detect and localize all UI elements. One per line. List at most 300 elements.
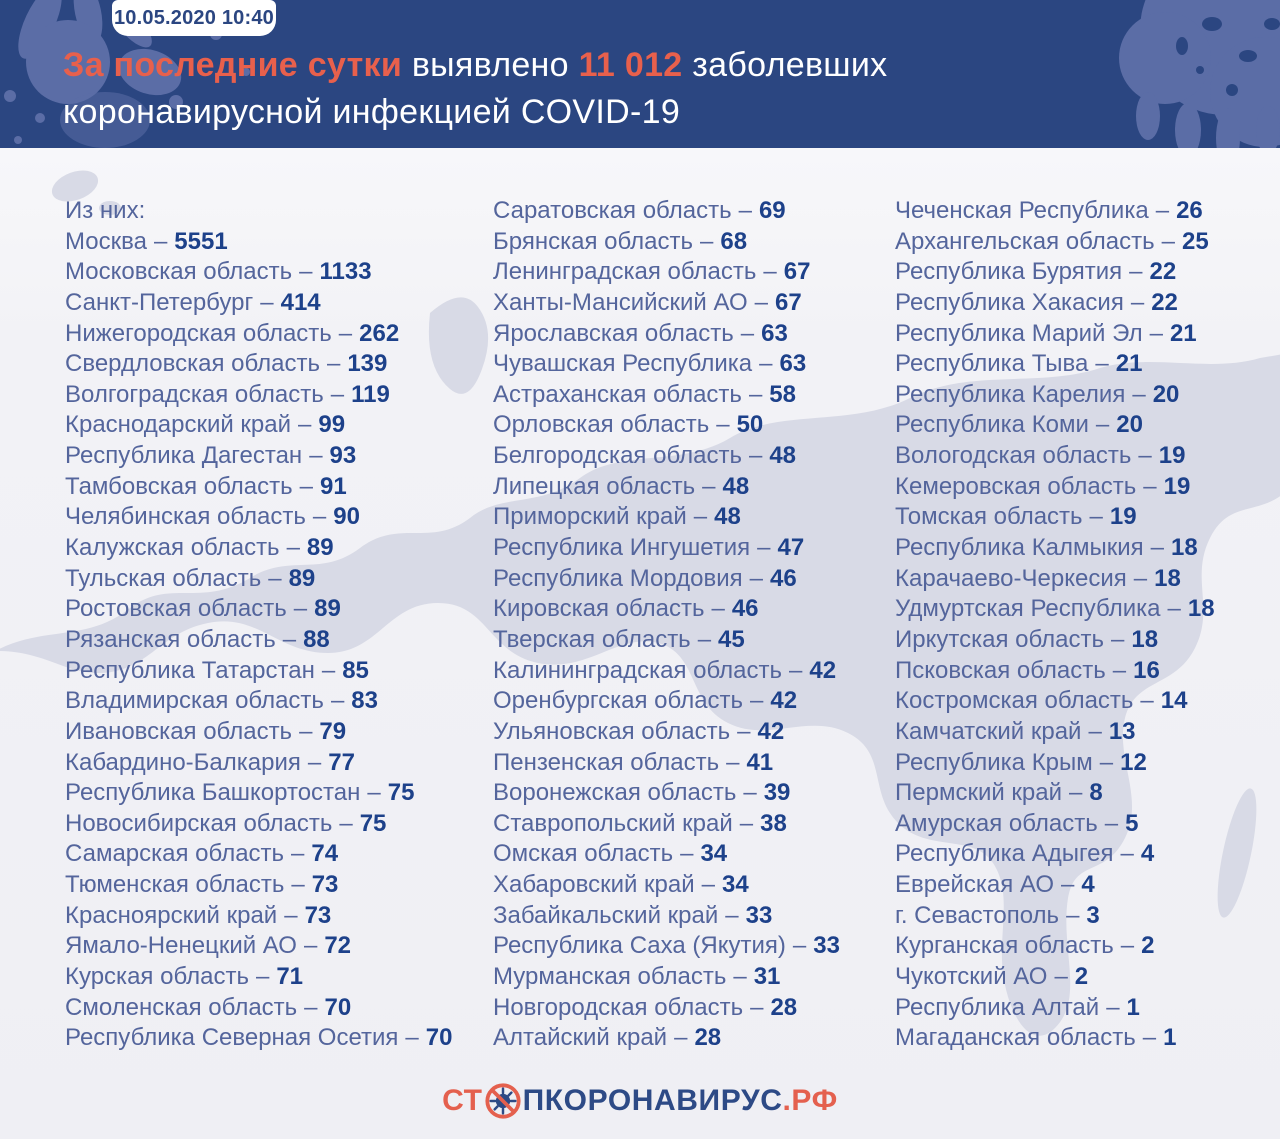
dash-separator: – (697, 625, 712, 653)
region-value: 47 (777, 534, 805, 562)
region-row (493, 227, 840, 258)
region-row (493, 778, 840, 809)
region-value: 68 (720, 227, 748, 255)
region-row (895, 748, 1215, 779)
region-row (895, 257, 1215, 288)
region-name: Нижегородская область (65, 319, 332, 347)
dash-separator: – (299, 472, 313, 500)
region-value: 22 (1149, 258, 1177, 286)
region-value: 4 (1140, 840, 1155, 868)
dash-separator: – (1142, 1024, 1157, 1052)
region-value: 21 (1169, 319, 1197, 347)
region-name: Приморский край (493, 503, 687, 531)
region-name: Ивановская область (65, 717, 293, 745)
region-name: Московская область (65, 258, 293, 286)
region-row (493, 748, 840, 779)
dash-separator: – (1054, 963, 1068, 991)
region-row (493, 319, 840, 350)
region-name: Псковская область (895, 656, 1106, 684)
region-row (493, 502, 840, 533)
region-value: 42 (770, 687, 798, 715)
dash-separator: – (748, 380, 763, 408)
region-row (895, 993, 1215, 1024)
region-value: 67 (775, 288, 802, 316)
region-name: Республика Марий Эл (895, 319, 1143, 347)
dash-separator: – (1099, 748, 1114, 776)
region-value: 42 (809, 656, 837, 684)
region-value: 5551 (174, 227, 228, 255)
region-row (895, 380, 1215, 411)
region-name: Республика Карелия (895, 380, 1126, 408)
region-name: Волгоградская область (65, 380, 324, 408)
intro-row (65, 196, 452, 227)
dash-separator: – (733, 963, 747, 991)
dash-separator: – (255, 963, 270, 991)
region-name: Хабаровский край (493, 871, 695, 899)
region-row (493, 686, 840, 717)
dash-separator: – (282, 625, 297, 653)
region-row (65, 349, 452, 380)
region-name: Чувашская Республика (493, 350, 753, 378)
region-value: 70 (324, 993, 352, 1021)
dash-separator: – (701, 871, 716, 899)
region-value: 42 (757, 717, 785, 745)
region-value: 75 (359, 809, 387, 837)
headline-line2: коронавирусной инфекцией COVID-19 (63, 93, 681, 131)
dash-separator: – (1161, 227, 1175, 255)
region-name: Челябинская область (65, 503, 306, 531)
headline-line1 (63, 42, 887, 89)
dash-separator: – (1167, 595, 1181, 623)
region-row (65, 472, 452, 503)
region-value: 25 (1181, 227, 1209, 255)
region-name: Самарская область (65, 840, 285, 868)
region-value: 19 (1109, 503, 1137, 531)
region-name: Томская область (895, 503, 1083, 531)
region-name: Тульская область (65, 564, 262, 592)
intro-label: Из них: (65, 197, 146, 224)
dash-separator: – (716, 411, 730, 439)
region-value: 8 (1089, 779, 1103, 807)
region-value: 46 (769, 564, 797, 592)
region-name: Тверская область (493, 625, 691, 653)
region-value: 63 (779, 350, 807, 378)
region-row (895, 625, 1215, 656)
region-row (65, 656, 452, 687)
region-name: Республика Тыва (895, 350, 1089, 378)
stats-column-1 (65, 196, 452, 1054)
region-row (895, 288, 1215, 319)
dash-separator: – (1132, 380, 1146, 408)
region-row (493, 870, 840, 901)
region-value: 18 (1171, 534, 1198, 562)
region-value: 41 (746, 748, 774, 776)
dash-separator: – (680, 840, 694, 868)
region-value: 83 (351, 687, 378, 715)
dash-separator: – (405, 1024, 419, 1052)
region-name: Оренбургская область (493, 687, 744, 715)
dash-separator: – (299, 258, 313, 286)
region-name: Астраханская область (493, 380, 742, 408)
region-name: Кировская область (493, 595, 705, 623)
region-name: Кабардино-Балкария (65, 748, 301, 776)
dash-separator: – (1130, 288, 1145, 316)
dash-separator: – (284, 901, 298, 929)
dash-separator: – (759, 350, 773, 378)
region-row (65, 778, 452, 809)
region-name: Курганская область (895, 932, 1114, 960)
dash-separator: – (674, 1024, 688, 1052)
region-value: 139 (347, 350, 388, 378)
dash-separator: – (339, 809, 353, 837)
region-row (895, 502, 1215, 533)
region-row (895, 410, 1215, 441)
region-name: Чеченская Республика (895, 197, 1149, 224)
region-name: Республика Калмыкия (895, 534, 1144, 562)
dash-separator: – (1143, 472, 1157, 500)
region-list-1 (65, 227, 452, 1054)
region-name: Карачаево-Черкесия (895, 564, 1127, 592)
region-row (493, 564, 840, 595)
dash-separator: – (754, 288, 769, 316)
region-row (895, 656, 1215, 687)
region-value: 33 (813, 932, 840, 960)
dash-separator: – (286, 534, 300, 562)
region-name: Республика Хакасия (895, 288, 1124, 316)
region-value: 93 (329, 442, 357, 470)
region-row (493, 839, 840, 870)
dash-separator: – (750, 993, 764, 1021)
dash-separator: – (1150, 534, 1165, 562)
region-value: 75 (387, 779, 415, 807)
dash-separator: – (737, 717, 751, 745)
region-value: 90 (333, 503, 360, 531)
dash-separator: – (330, 380, 345, 408)
dash-separator: – (711, 595, 725, 623)
region-row (895, 686, 1215, 717)
dash-separator: – (1112, 656, 1127, 684)
region-name: Липецкая область (493, 472, 696, 500)
region-name: Республика Ингушетия (493, 534, 751, 562)
region-value: 28 (694, 1024, 722, 1052)
header (0, 0, 1280, 148)
region-name: Рязанская область (65, 625, 276, 653)
region-row (65, 993, 452, 1024)
dash-separator: – (1120, 932, 1135, 960)
region-name: Республика Дагестан (65, 442, 303, 470)
dash-separator: – (293, 595, 308, 623)
region-value: 28 (770, 993, 798, 1021)
region-name: Орловская область (493, 411, 710, 439)
region-name: Санкт-Петербург (65, 288, 254, 316)
region-value: 31 (753, 963, 781, 991)
region-value: 34 (722, 871, 749, 899)
region-name: Вологодская область (895, 442, 1132, 470)
region-row (493, 625, 840, 656)
region-row (65, 564, 452, 595)
region-value: 70 (425, 1024, 453, 1052)
dash-separator: – (740, 319, 755, 347)
region-name: Ямало-Ненецкий АО (65, 932, 297, 960)
region-name: Ленинградская область (493, 258, 757, 286)
region-value: 1133 (319, 258, 372, 286)
dash-separator: – (291, 840, 305, 868)
region-row (65, 257, 452, 288)
stats-column-3 (895, 196, 1215, 1054)
region-name: Архангельская область (895, 227, 1155, 255)
region-row (895, 870, 1215, 901)
region-name: Ростовская область (65, 595, 287, 623)
no-virus-icon (484, 1082, 522, 1120)
dash-separator: – (726, 748, 740, 776)
region-name: Магаданская область (895, 1024, 1136, 1052)
region-row (493, 594, 840, 625)
region-value: 48 (769, 442, 797, 470)
dash-separator: – (792, 932, 807, 960)
region-row (65, 441, 452, 472)
region-value: 16 (1133, 656, 1160, 684)
dash-separator: – (338, 319, 353, 347)
region-name: Саратовская область (493, 197, 732, 224)
region-row (493, 717, 840, 748)
region-name: Удмуртская Республика (895, 595, 1161, 623)
region-name: Ханты-Мансийский АО (493, 288, 748, 316)
region-value: 77 (328, 748, 355, 776)
region-value: 18 (1131, 625, 1159, 653)
region-name: Ставропольский край (493, 809, 733, 837)
region-row (895, 809, 1215, 840)
region-name: Республика Крым (895, 748, 1093, 776)
region-value: 73 (304, 901, 332, 929)
region-row (493, 288, 840, 319)
logo-prefix: СТ (442, 1084, 483, 1117)
dash-separator: – (725, 901, 739, 929)
region-row (493, 656, 840, 687)
region-value: 39 (763, 779, 791, 807)
region-value: 79 (319, 717, 347, 745)
region-row (493, 1023, 840, 1054)
region-row (895, 441, 1215, 472)
region-name: Иркутская область (895, 625, 1104, 653)
dash-separator: – (1111, 625, 1125, 653)
region-row (65, 748, 452, 779)
region-value: 67 (783, 258, 811, 286)
region-value: 46 (731, 595, 759, 623)
region-value: 414 (280, 288, 321, 316)
dash-separator: – (750, 687, 764, 715)
region-name: Республика Татарстан (65, 656, 315, 684)
region-row (895, 778, 1215, 809)
region-name: Краснодарский край (65, 411, 292, 439)
region-name: Еврейская АО (895, 871, 1055, 899)
region-value: 14 (1160, 687, 1188, 715)
region-value: 99 (318, 411, 346, 439)
region-name: Республика Северная Осетия (65, 1024, 399, 1052)
logo-suffix: .РФ (782, 1084, 838, 1117)
region-row (895, 839, 1215, 870)
region-name: Новгородская область (493, 993, 744, 1021)
region-value: 89 (314, 595, 341, 623)
region-value: 45 (718, 625, 745, 653)
region-name: Калужская область (65, 534, 280, 562)
region-value: 85 (342, 656, 369, 684)
dash-separator: – (312, 503, 327, 531)
region-value: 19 (1158, 442, 1186, 470)
region-name: Свердловская область (65, 350, 320, 378)
region-value: 63 (761, 319, 788, 347)
region-name: Республика Бурятия (895, 258, 1123, 286)
dash-separator: – (330, 687, 345, 715)
region-name: Воронежская область (493, 779, 737, 807)
dash-separator: – (743, 779, 757, 807)
dash-separator: – (304, 993, 318, 1021)
region-value: 2 (1141, 932, 1155, 960)
dash-separator: – (291, 871, 305, 899)
region-value: 21 (1115, 350, 1143, 378)
region-name: Костромская область (895, 687, 1134, 715)
region-value: 26 (1176, 197, 1203, 224)
region-value: 5 (1125, 809, 1139, 837)
region-value: 38 (760, 809, 787, 837)
dash-separator: – (1061, 871, 1075, 899)
dash-separator: – (1138, 442, 1152, 470)
dash-separator: – (738, 197, 752, 224)
region-row (65, 686, 452, 717)
region-row (895, 533, 1215, 564)
region-row (65, 625, 452, 656)
region-row (493, 901, 840, 932)
region-name: Калининградская область (493, 656, 783, 684)
dash-separator: – (1120, 840, 1134, 868)
headline-mid-text: выявлено (411, 46, 569, 84)
region-row (65, 839, 452, 870)
region-row (65, 962, 452, 993)
region-row (895, 472, 1215, 503)
dash-separator: – (260, 288, 274, 316)
region-value: 48 (722, 472, 750, 500)
region-row (493, 962, 840, 993)
region-row (65, 288, 452, 319)
headline (63, 42, 887, 136)
region-row (65, 227, 452, 258)
region-value: 119 (351, 380, 390, 408)
region-name: Брянская область (493, 227, 693, 255)
region-row (65, 533, 452, 564)
region-value: 4 (1081, 871, 1095, 899)
dash-separator: – (748, 442, 763, 470)
region-value: 18 (1154, 564, 1181, 592)
stopcoronavirus-logo (0, 1082, 1280, 1120)
region-list-2 (493, 196, 840, 1054)
dash-separator: – (699, 227, 714, 255)
region-name: Москва (65, 227, 147, 255)
region-value: 91 (320, 472, 347, 500)
region-row (895, 564, 1215, 595)
region-name: Красноярский край (65, 901, 278, 929)
region-value: 58 (769, 380, 796, 408)
dash-separator: – (702, 472, 716, 500)
headline-accent-period: За последние сутки (63, 46, 403, 84)
region-value: 33 (745, 901, 773, 929)
dash-separator: – (299, 717, 313, 745)
region-value: 2 (1074, 963, 1089, 991)
dash-separator: – (326, 350, 341, 378)
headline-tail-text: заболевших (692, 46, 888, 84)
dash-separator: – (1106, 993, 1120, 1021)
logo-main: ПКОРОНАВИРУС (522, 1084, 783, 1117)
region-row (895, 901, 1215, 932)
region-row (65, 594, 452, 625)
dash-separator: – (268, 564, 282, 592)
region-row (493, 380, 840, 411)
region-row (895, 931, 1215, 962)
dash-separator: – (1088, 717, 1102, 745)
region-row (65, 870, 452, 901)
region-value: 72 (324, 932, 352, 960)
region-value: 89 (306, 534, 334, 562)
region-row (493, 472, 840, 503)
region-value: 13 (1108, 717, 1136, 745)
region-row (493, 533, 840, 564)
region-value: 3 (1086, 901, 1100, 929)
region-row (493, 441, 840, 472)
region-value: 20 (1152, 380, 1180, 408)
region-name: Ярославская область (493, 319, 734, 347)
dash-separator: – (1095, 350, 1109, 378)
region-name: Республика Алтай (895, 993, 1100, 1021)
dash-separator: – (153, 227, 168, 255)
region-row (895, 594, 1215, 625)
region-row (65, 380, 452, 411)
region-value: 262 (359, 319, 400, 347)
region-row (895, 1023, 1215, 1054)
region-name: Республика Адыгея (895, 840, 1114, 868)
timestamp-badge (112, 0, 276, 36)
virus-splash-decoration-right (1070, 0, 1280, 148)
dash-separator: – (1066, 901, 1080, 929)
region-row (895, 196, 1215, 227)
region-row (493, 196, 840, 227)
region-name: г. Севастополь (895, 901, 1060, 929)
region-value: 19 (1163, 472, 1191, 500)
region-row (895, 349, 1215, 380)
region-value: 74 (311, 840, 339, 868)
region-row (65, 809, 452, 840)
dash-separator: – (307, 748, 322, 776)
region-value: 1 (1163, 1024, 1177, 1052)
region-name: Чукотский АО (895, 963, 1048, 991)
region-row (493, 931, 840, 962)
dash-separator: – (1129, 258, 1143, 286)
region-value: 18 (1187, 595, 1215, 623)
region-name: Республика Саха (Якутия) (493, 932, 786, 960)
region-name: Амурская область (895, 809, 1098, 837)
dash-separator: – (367, 779, 381, 807)
region-name: Забайкальский край (493, 901, 719, 929)
region-row (65, 717, 452, 748)
dash-separator: – (1095, 411, 1110, 439)
dash-separator: – (1155, 197, 1170, 224)
region-value: 22 (1151, 288, 1178, 316)
region-value: 50 (736, 411, 764, 439)
region-row (895, 227, 1215, 258)
region-row (65, 901, 452, 932)
region-value: 34 (700, 840, 728, 868)
region-name: Пермский край (895, 779, 1063, 807)
dash-separator: – (303, 932, 318, 960)
region-row (65, 931, 452, 962)
region-row (895, 717, 1215, 748)
